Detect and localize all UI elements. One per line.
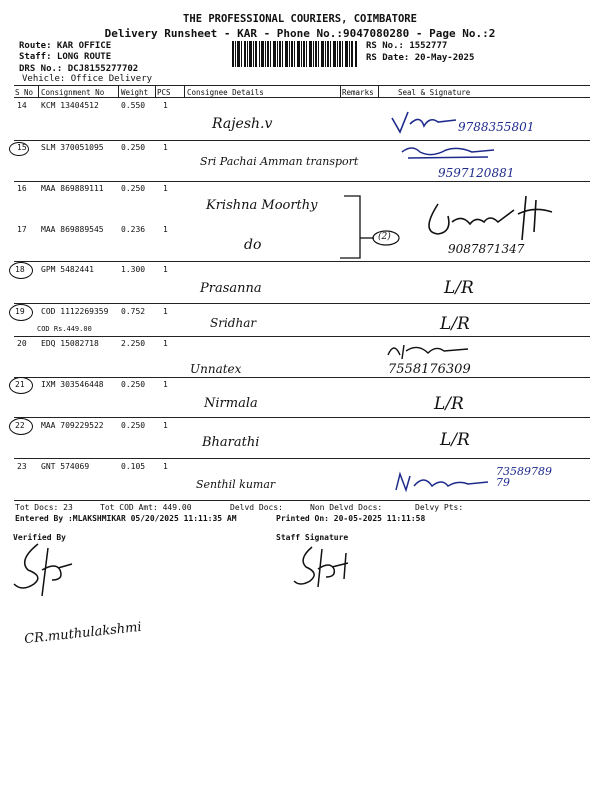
consignee-handwriting: Sridhar: [210, 316, 257, 330]
row-weight: 0.250: [121, 184, 146, 193]
signature-mark: [390, 106, 460, 136]
row-consignment-no: SLM 370051095: [41, 143, 104, 152]
signature-mark: [384, 337, 474, 363]
row-consignment-no: MAA 869889111: [41, 184, 104, 193]
cod-amount: COD Rs.449.00: [37, 325, 92, 333]
row-weight: 0.250: [121, 380, 146, 389]
consignee-handwriting: Prasanna: [200, 281, 262, 296]
row-pcs: 1: [163, 101, 168, 110]
row-separator: [14, 140, 590, 141]
signature-mark: [398, 142, 498, 162]
consignee-handwriting: Rajesh.v: [212, 116, 273, 132]
row-weight: 0.752: [121, 307, 146, 316]
total-docs: Tot Docs: 23: [15, 503, 73, 512]
col-header-signature: Seal & Signature: [398, 88, 471, 97]
consignee-handwriting: Senthil kumar: [196, 478, 276, 491]
consignee-handwriting: Nirmala: [204, 396, 258, 411]
non-delivered-docs: Non Delvd Docs:: [310, 503, 383, 512]
row-separator: [14, 417, 590, 418]
row-pcs: 1: [163, 421, 168, 430]
consignee-handwriting: do: [244, 237, 262, 253]
signature-phone: 9788355801: [458, 120, 535, 134]
row-sno: 21: [15, 380, 25, 389]
bracket-mark: [336, 192, 406, 264]
row-sno: 19: [15, 307, 25, 316]
row-weight: 1.300: [121, 265, 146, 274]
row-consignment-no: IXM 303546448: [41, 380, 104, 389]
column-divider: [184, 85, 185, 97]
row-weight: 0.105: [121, 462, 146, 471]
row-weight: 0.250: [121, 421, 146, 430]
row-weight: 0.550: [121, 101, 146, 110]
row-sno: 22: [15, 421, 25, 430]
column-divider: [38, 85, 39, 97]
col-header-sno: S No: [15, 88, 34, 97]
consignee-handwriting: Unnatex: [190, 362, 242, 376]
row-sno: 14: [17, 101, 27, 110]
rs-number: RS No.: 1552777: [366, 41, 448, 51]
barcode: [232, 41, 357, 67]
route-label: Route: KAR OFFICE: [19, 41, 112, 51]
signature-lr: L/R: [440, 314, 470, 334]
row-separator: [14, 458, 590, 459]
row-pcs: 1: [163, 265, 168, 274]
row-sno: 15: [17, 143, 27, 152]
row-sno: 18: [15, 265, 25, 274]
row-consignment-no: GNT 574069: [41, 462, 90, 471]
column-divider: [118, 85, 119, 97]
vehicle-label: Vehicle: Office Delivery: [22, 74, 153, 84]
verifier-signature: [8, 540, 78, 600]
consignee-handwriting: Krishna Moorthy: [206, 198, 318, 213]
row-sno: 23: [17, 462, 27, 471]
signature-mark: [392, 468, 492, 496]
row-pcs: 1: [163, 184, 168, 193]
row-separator: [14, 303, 590, 304]
rs-date: RS Date: 20-May-2025: [366, 53, 475, 63]
row-weight: 0.236: [121, 225, 146, 234]
row-separator: [14, 377, 590, 378]
row-sno: 17: [17, 225, 27, 234]
column-divider: [340, 85, 341, 97]
column-divider: [378, 85, 379, 97]
row-consignment-no: COD 1112269359: [41, 307, 109, 316]
signature-lr: L/R: [434, 394, 464, 414]
row-weight: 2.250: [121, 339, 146, 348]
consignee-handwriting: Bharathi: [202, 435, 260, 450]
delivered-docs: Delvd Docs:: [230, 503, 283, 512]
drs-label: DRS No.: DCJ8155277702: [19, 64, 139, 74]
signature-lr: L/R: [440, 430, 470, 450]
company-title: THE PROFESSIONAL COURIERS, COIMBATORE: [183, 13, 417, 25]
row-consignment-no: EDQ 15082718: [41, 339, 99, 348]
row-weight: 0.250: [121, 143, 146, 152]
row-separator: [14, 181, 590, 182]
table-header-rule: [14, 97, 590, 98]
staff-signature-mark: [290, 543, 360, 593]
signature-phone: 9087871347: [448, 242, 525, 256]
table-bottom-rule: [14, 500, 590, 501]
delivery-points: Delvy Pts:: [415, 503, 464, 512]
column-divider: [155, 85, 156, 97]
row-separator: [14, 336, 590, 337]
col-header-consignee: Consignee Details: [187, 88, 264, 97]
col-header-pcs: PCS: [157, 88, 171, 97]
col-header-weight: Weight: [121, 88, 149, 97]
signature-phone: 9597120881: [438, 166, 515, 180]
col-header-consignment: Consignment No: [41, 88, 105, 97]
printed-on: Printed On: 20-05-2025 11:11:58: [276, 514, 426, 523]
total-cod-amount: Tot COD Amt: 449.00: [100, 503, 192, 512]
row-pcs: 1: [163, 380, 168, 389]
table-top-rule: [14, 85, 590, 86]
signature-mark: [418, 192, 568, 248]
row-pcs: 1: [163, 225, 168, 234]
row-consignment-no: MAA 709229522: [41, 421, 104, 430]
row-sno: 20: [17, 339, 27, 348]
entered-by: Entered By :MLAKSHMIKAR 05/20/2025 11:11:35 AM: [15, 514, 237, 523]
row-separator: [14, 261, 590, 262]
row-pcs: 1: [163, 143, 168, 152]
row-consignment-no: KCM 13404512: [41, 101, 99, 110]
col-header-remarks: Remarks: [342, 88, 374, 97]
runsheet-title: Delivery Runsheet - KAR - Phone No.:9047080280 - Page No.:2: [104, 27, 496, 40]
verifier-name-handwriting: CR.muthulakshmi: [23, 619, 143, 648]
signature-phone: 7558176309: [388, 362, 471, 377]
bracket-count-label: (2): [378, 232, 391, 242]
verified-by-label: Verified By: [13, 533, 66, 542]
row-consignment-no: MAA 869889545: [41, 225, 104, 234]
row-pcs: 1: [163, 339, 168, 348]
staff-signature-label: Staff Signature: [276, 533, 349, 542]
row-consignment-no: GPM 5482441: [41, 265, 94, 274]
row-sno: 16: [17, 184, 27, 193]
row-pcs: 1: [163, 462, 168, 471]
signature-lr: L/R: [444, 278, 474, 298]
signature-phone: 7358978979: [496, 465, 552, 489]
row-pcs: 1: [163, 307, 168, 316]
consignee-handwriting: Sri Pachai Amman transport: [200, 155, 359, 168]
staff-label: Staff: LONG ROUTE: [19, 52, 112, 62]
